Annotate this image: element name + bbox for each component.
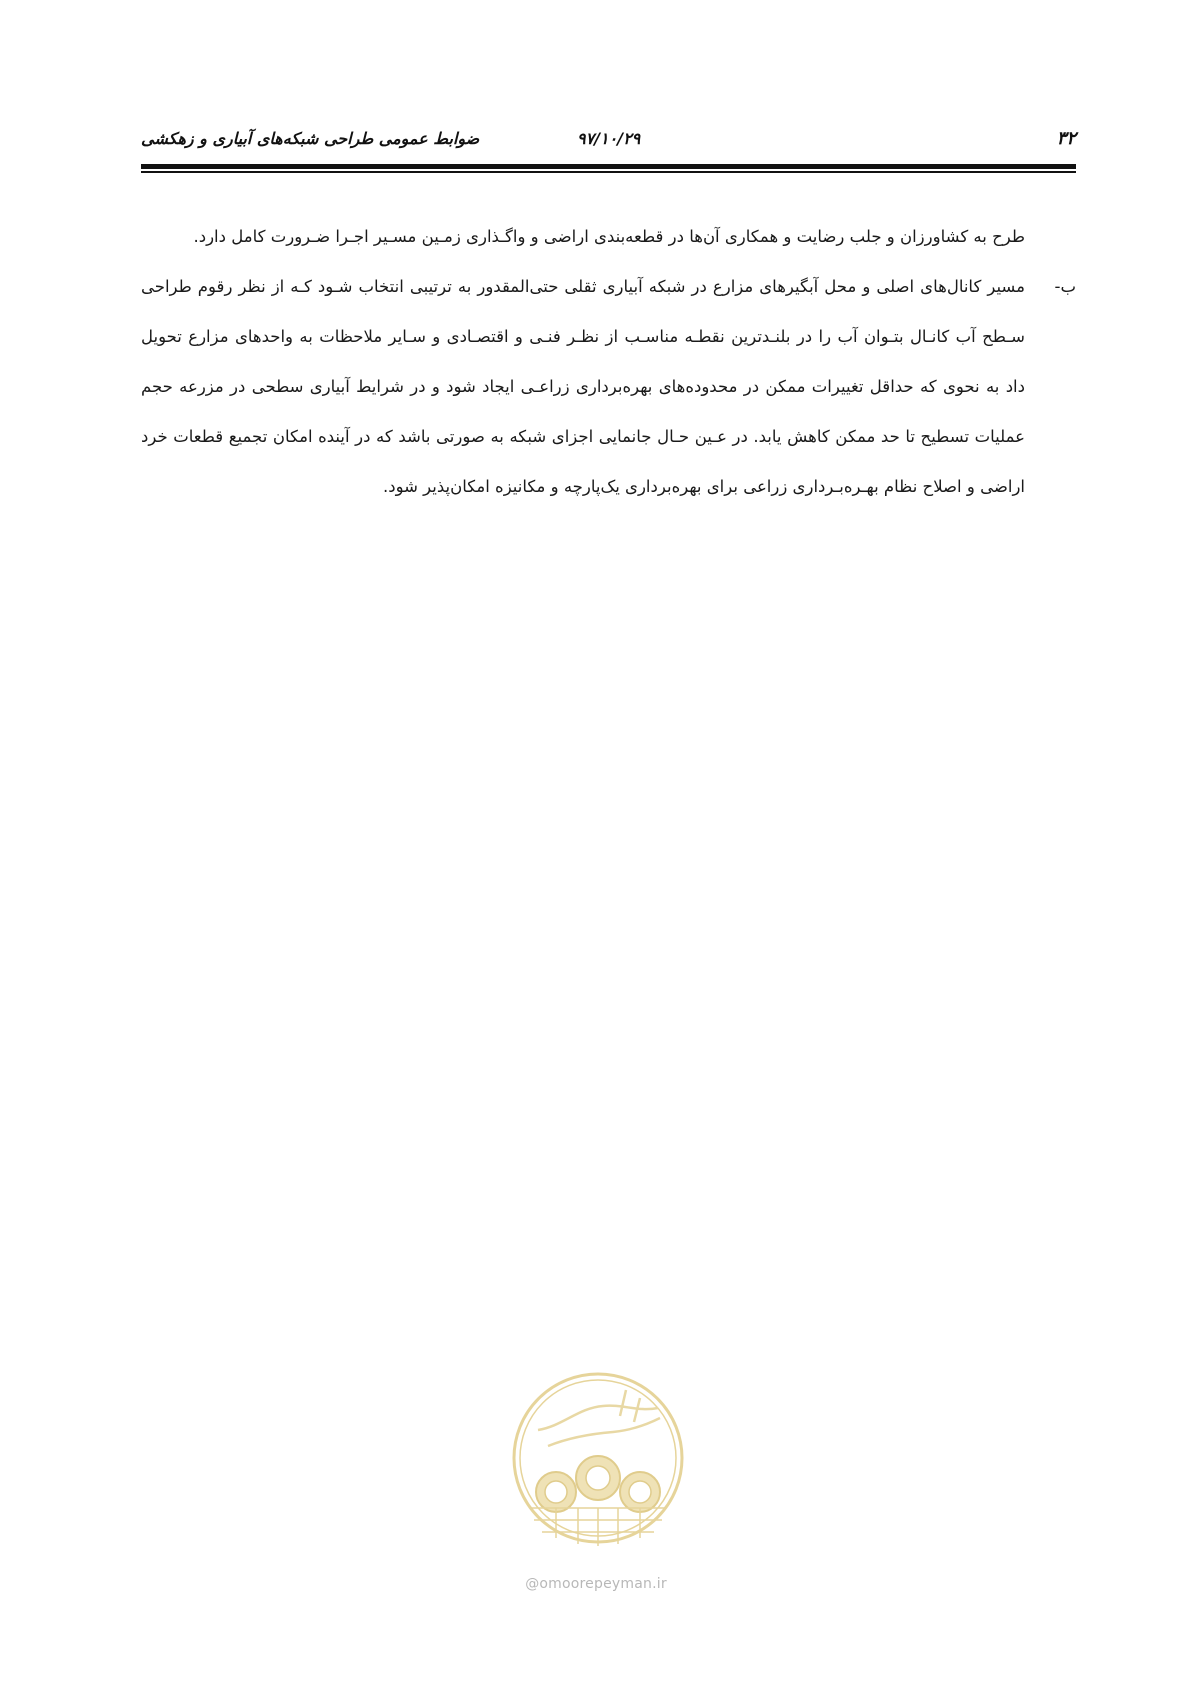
page-header <box>141 126 1076 156</box>
document-date: ۹۷/۱۰/۲۹ <box>577 129 641 148</box>
page-number: ۳۲ <box>1056 128 1076 149</box>
gear-seal-logo-icon <box>508 1368 688 1548</box>
header-rule-thick <box>141 164 1076 169</box>
watermark-url: @omoorepeyman.ir <box>525 1576 667 1592</box>
header-rule-thin <box>141 171 1076 173</box>
list-item-text: مسیر کانال‌های اصلی و محل آبگیرهای مزارع در شبکه آبیاری ثقلی حتی‌المقدور به ترتیبی انتخاب شـود کـه از نظر رقوم طراحی سـطح آب کانـال بتـوان آب را در بلنـدترین نقطـه مناسـب از نظـر فنـی و اقتصـادی و سـایر ملاحظات به واحدهای مزارع تحویل داد به نحوی که حداقل تغییرات ممکن در محدوده‌های بهره‌برداری زراعـی ایجاد شود و در شرایط آبیاری سطحی در مزرعه حجم عملیات تسطیح تا حد ممکن کاهش یابد. در عـین حـال جانمایی اجزای شبکه به صورتی باشد که در آینده امکان تجمیع قطعات خرد اراضی و اصلاح نظام بهـره‌بـرداری زراعی برای بهره‌برداری یک‌پارچه و مکانیزه امکان‌پذیر شود. <box>141 277 1025 496</box>
list-item-b <box>141 262 1076 512</box>
continuation-paragraph: طرح به کشاورزان و جلب رضایت و همکاری آن‌ها در قطعه‌بندی اراضی و واگـذاری زمـین مسـیر اجـرا ضـرورت کامل دارد. <box>193 227 1025 246</box>
page-body <box>141 212 1076 512</box>
list-item-marker: ب- <box>1054 277 1076 296</box>
document-title: ضوابط عمومی طراحی شبکه‌های آبیاری و زهکشی <box>141 129 480 148</box>
